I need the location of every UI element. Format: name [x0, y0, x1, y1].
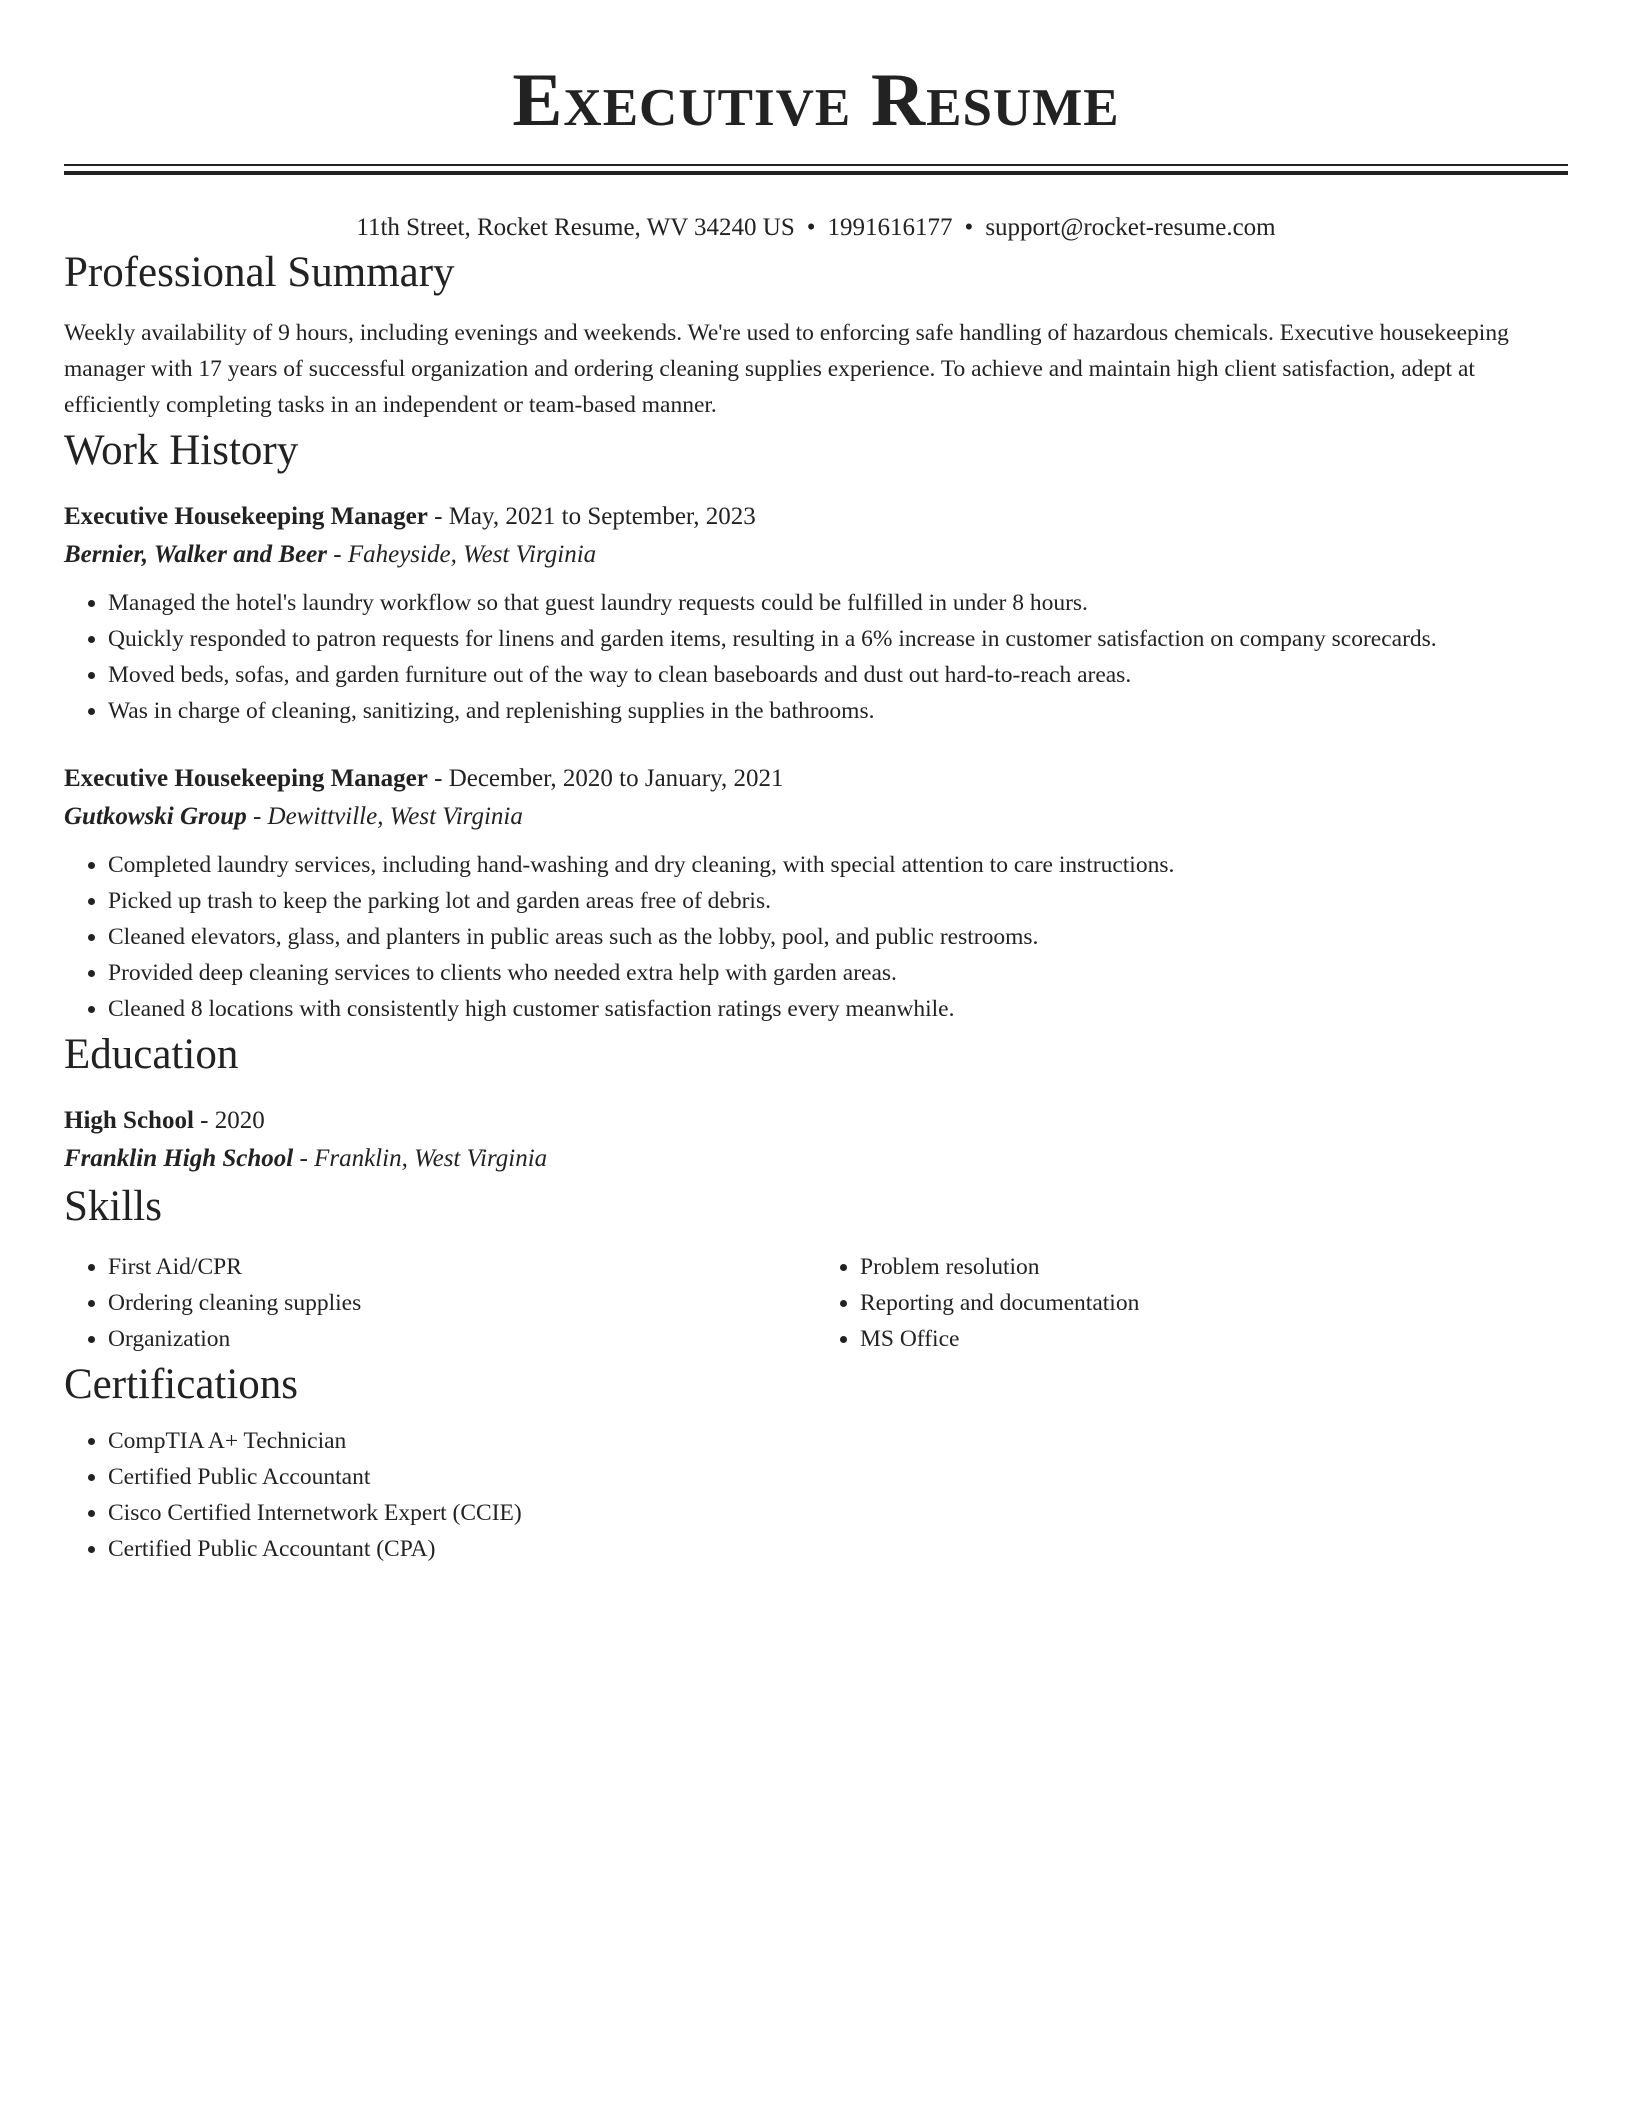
contact-address: 11th Street, Rocket Resume, WV 34240 US [356, 214, 795, 241]
list-item: • Certified Public Accountant (CPA) [108, 1531, 1568, 1567]
list-item: • Managed the hotel's laundry workflow so that guest laundry requests could be fulfilled in under 8 hours. [108, 585, 1568, 621]
contact-phone: 1991616177 [827, 214, 953, 241]
title-divider [64, 164, 1568, 175]
contact-separator: • [964, 214, 974, 241]
job-entry [64, 761, 1568, 1027]
skills-grid [64, 1249, 1568, 1357]
list-item: • MS Office [860, 1321, 1568, 1357]
job-location: Faheyside, West Virginia [347, 541, 597, 568]
list-item: • First Aid/CPR [108, 1249, 816, 1285]
education-degree: High School [64, 1107, 194, 1134]
education-school: Franklin High School [64, 1145, 294, 1172]
work-history-heading: Work History [64, 427, 299, 474]
education-heading: Education [64, 1031, 239, 1078]
summary-heading: Professional Summary [64, 249, 455, 296]
job-company-line [64, 797, 1568, 837]
list-item: • Cisco Certified Internetwork Expert (CCIE) [108, 1495, 1568, 1531]
certifications-list [64, 1423, 1568, 1567]
education-header [64, 1103, 1568, 1139]
job-company-line [64, 535, 1568, 575]
list-item: • Reporting and documentation [860, 1285, 1568, 1321]
job-title: Executive Housekeeping Manager [64, 765, 428, 792]
education-school-line [64, 1139, 1568, 1179]
dash: - [333, 541, 342, 568]
list-item: • CompTIA A+ Technician [108, 1423, 1568, 1459]
list-item: • Picked up trash to keep the parking lot and garden areas free of debris. [108, 883, 1568, 919]
job-bullets [64, 585, 1568, 729]
skills-right-column [816, 1249, 1568, 1357]
list-item: • Organization [108, 1321, 816, 1357]
list-item: • Moved beds, sofas, and garden furniture out of the way to clean baseboards and dust out hard-to-reach areas. [108, 657, 1568, 693]
job-bullets [64, 847, 1568, 1027]
job-title: Executive Housekeeping Manager [64, 503, 428, 530]
contact-line [64, 211, 1568, 245]
list-item: • Cleaned elevators, glass, and planters in public areas such as the lobby, pool, and public restrooms. [108, 919, 1568, 955]
list-item: • Completed laundry services, including hand-washing and dry cleaning, with special attention to care instructions. [108, 847, 1568, 883]
skills-heading: Skills [64, 1183, 162, 1230]
job-company: Bernier, Walker and Beer [64, 541, 327, 568]
dash: - [434, 503, 443, 530]
resume-title: Executive Resume [512, 59, 1120, 142]
certifications-heading: Certifications [64, 1361, 299, 1408]
job-header [64, 761, 1568, 797]
job-header [64, 499, 1568, 535]
education-year: 2020 [214, 1107, 265, 1134]
dash: - [252, 803, 262, 830]
dash: - [200, 1107, 209, 1134]
list-item: • Cleaned 8 locations with consistently high customer satisfaction ratings every meanwhile. [108, 991, 1568, 1027]
education-entry [64, 1103, 1568, 1179]
list-item: • Quickly responded to patron requests for linens and garden items, resulting in a 6% increase in customer satisfaction on company scorecards. [108, 621, 1568, 657]
list-item: • Was in charge of cleaning, sanitizing, and replenishing supplies in the bathrooms. [108, 693, 1568, 729]
job-company: Gutkowski Group [64, 803, 247, 830]
dash: - [434, 765, 443, 792]
contact-separator: • [806, 214, 816, 241]
list-item: • Certified Public Accountant [108, 1459, 1568, 1495]
job-entry [64, 499, 1568, 729]
contact-email: support@rocket-resume.com [985, 214, 1276, 241]
education-location: Franklin, West Virginia [314, 1145, 548, 1172]
list-item: • Provided deep cleaning services to clients who needed extra help with garden areas. [108, 955, 1568, 991]
job-dates: May, 2021 to September, 2023 [448, 503, 756, 530]
list-item: • Problem resolution [860, 1249, 1568, 1285]
summary-text: Weekly availability of 9 hours, including evenings and weekends. We're used to enforcing safe handling of hazardous chemicals. Executive housekeeping manager with 17 years of successful organization and ordering cleaning supplies experience. To achieve and maintain high client satisfaction, adept at efficiently completing tasks in an independent or team-based manner. [64, 320, 1509, 418]
skills-left-column [64, 1249, 816, 1357]
list-item: • Ordering cleaning supplies [108, 1285, 816, 1321]
job-location: Dewittville, West Virginia [267, 803, 523, 830]
job-dates: December, 2020 to January, 2021 [448, 765, 784, 792]
dash: - [299, 1145, 308, 1172]
